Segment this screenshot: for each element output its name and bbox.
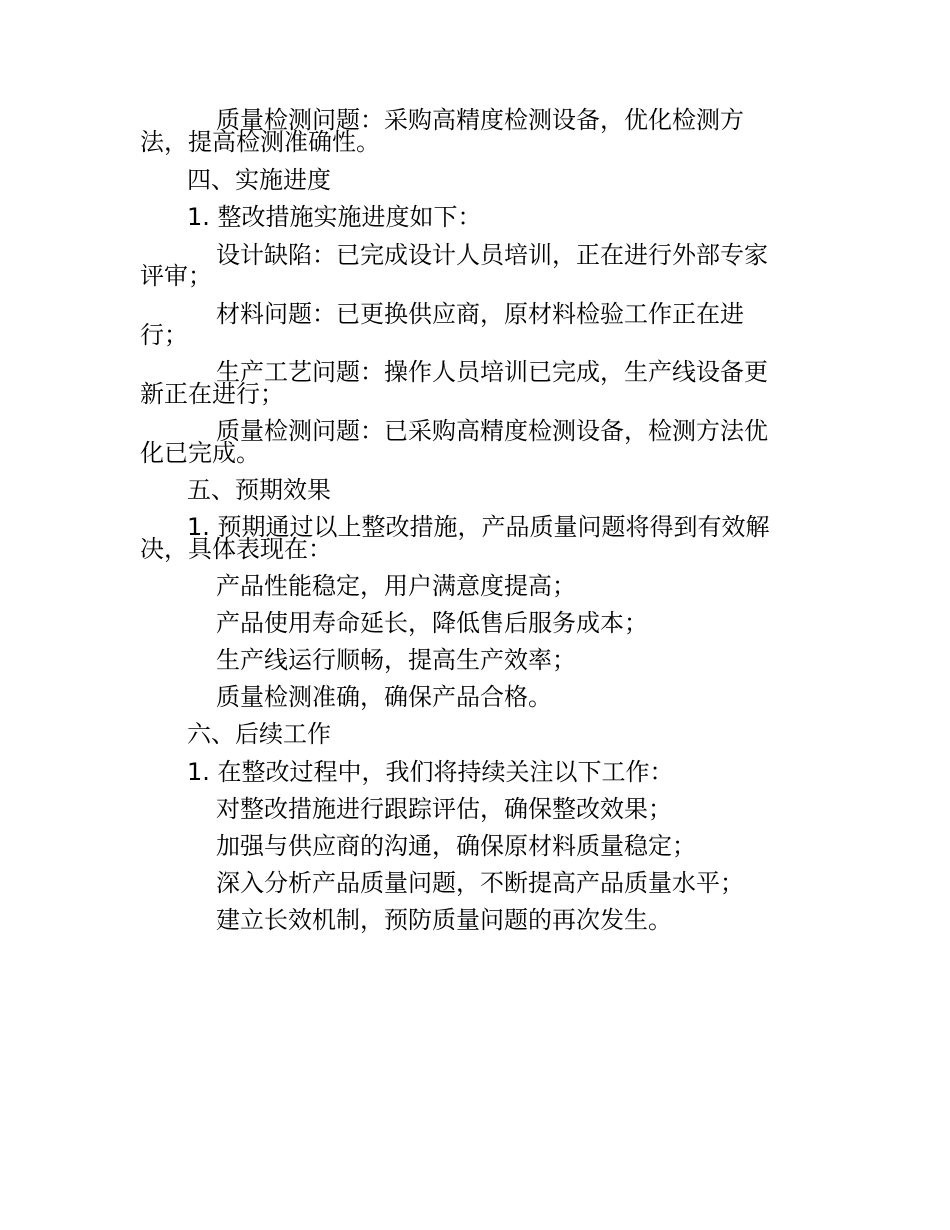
section-heading: 四、实施进度 — [187, 166, 331, 194]
numbered-item-line: 1. 预期通过以上整改措施，产品质量问题将得到有效解 — [187, 513, 770, 541]
paragraph-line: 新正在进行； — [140, 380, 284, 408]
section-heading: 六、后续工作 — [187, 720, 331, 748]
paragraph-line: 生产工艺问题：操作人员培训已完成，生产线设备更 — [216, 358, 768, 386]
paragraph-line: 建立长效机制，预防质量问题的再次发生。 — [216, 906, 672, 934]
paragraph-line: 质量检测问题：已采购高精度检测设备，检测方法优 — [216, 417, 768, 445]
paragraph-line: 生产线运行顺畅，提高生产效率； — [216, 646, 576, 674]
paragraph-line: 质量检测准确，确保产品合格。 — [216, 683, 552, 711]
paragraph-line: 材料问题：已更换供应商，原材料检验工作正在进 — [216, 300, 744, 328]
paragraph-line: 对整改措施进行跟踪评估，确保整改效果； — [216, 795, 672, 823]
paragraph-line: 产品使用寿命延长，降低售后服务成本； — [216, 609, 648, 637]
section-heading: 五、预期效果 — [187, 476, 331, 504]
paragraph-line: 产品性能稳定，用户满意度提高； — [216, 572, 576, 600]
paragraph-line: 加强与供应商的沟通，确保原材料质量稳定； — [216, 832, 696, 860]
paragraph-line: 评审； — [140, 262, 212, 290]
paragraph-line: 法，提高检测准确性。 — [140, 128, 380, 156]
paragraph-line: 化已完成。 — [140, 439, 260, 467]
paragraph-line: 深入分析产品质量问题，不断提高产品质量水平； — [216, 869, 744, 897]
paragraph-line: 设计缺陷：已完成设计人员培训，正在进行外部专家 — [216, 241, 768, 269]
numbered-item: 1. 在整改过程中，我们将持续关注以下工作： — [187, 758, 674, 786]
paragraph-line: 质量检测问题：采购高精度检测设备，优化检测方 — [216, 106, 744, 134]
numbered-item-line: 决，具体表现在： — [140, 535, 332, 563]
paragraph-line: 行； — [140, 321, 188, 349]
numbered-item: 1. 整改措施实施进度如下： — [187, 203, 482, 231]
